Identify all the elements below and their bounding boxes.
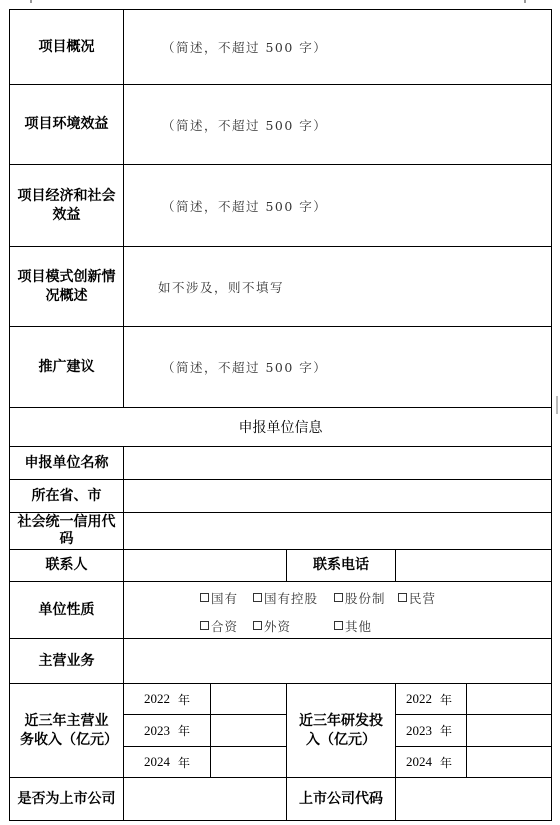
economic-benefit-field[interactable]: （简述，不超过 500 字） xyxy=(162,198,328,214)
nature-option-state-controlled[interactable]: 国有控股 xyxy=(253,589,318,607)
checkbox-icon xyxy=(334,621,343,630)
checkbox-icon xyxy=(253,593,262,602)
unit-name-label: 申报单位名称 xyxy=(24,454,109,471)
project-overview-field[interactable]: （简述，不超过 500 字） xyxy=(162,40,328,55)
listed-company-label: 是否为上市公司 xyxy=(17,790,116,807)
rd-year-2024: 2024 年 xyxy=(406,754,453,770)
economic-benefit-label: 项目经济和社会效益 xyxy=(17,187,116,223)
checkbox-icon xyxy=(398,593,407,602)
unit-nature-label: 单位性质 xyxy=(38,601,95,618)
revenue-2024-field[interactable] xyxy=(211,747,286,777)
nature-option-joint-venture[interactable]: 合资 xyxy=(200,617,238,635)
section-title: 申报单位信息 xyxy=(238,420,323,436)
listed-company-field[interactable] xyxy=(124,778,286,820)
rd-investment-label: 近三年研发投入（亿元） xyxy=(299,712,383,748)
model-innovation-label: 项目模式创新情况概述 xyxy=(17,268,116,304)
checkbox-icon xyxy=(253,621,262,630)
checkbox-icon xyxy=(200,593,209,602)
stock-code-label: 上市公司代码 xyxy=(299,790,383,807)
page-top-edge xyxy=(0,0,560,4)
revenue-2023-field[interactable] xyxy=(211,715,286,746)
environment-benefit-field[interactable]: （简述，不超过 500 字） xyxy=(162,117,328,133)
nature-option-joint-stock[interactable]: 股份制 xyxy=(334,589,386,607)
rd-year-2023: 2023 年 xyxy=(406,722,453,738)
location-field[interactable] xyxy=(124,480,551,512)
contact-person-field[interactable] xyxy=(124,550,286,581)
revenue-year-2024: 2024 年 xyxy=(144,754,191,770)
checkbox-icon xyxy=(334,593,343,602)
main-business-label: 主营业务 xyxy=(38,652,95,669)
contact-phone-field[interactable] xyxy=(396,550,551,581)
credit-code-label: 社会统一信用代码 xyxy=(17,514,116,547)
location-label: 所在省、市 xyxy=(31,487,102,504)
project-overview-label: 项目概况 xyxy=(38,38,95,55)
nature-option-other[interactable]: 其他 xyxy=(334,617,372,635)
page-edge-marker xyxy=(556,396,558,414)
rd-year-2022: 2022 年 xyxy=(406,691,453,707)
revenue-year-2022: 2022 年 xyxy=(144,691,191,707)
checkbox-icon xyxy=(200,621,209,630)
model-innovation-field[interactable]: 如不涉及，则不填写 xyxy=(158,279,285,295)
rd-2024-field[interactable] xyxy=(467,747,551,777)
promotion-suggestion-field[interactable]: （简述，不超过 500 字） xyxy=(162,360,328,375)
stock-code-field[interactable] xyxy=(396,778,551,820)
credit-code-field[interactable] xyxy=(124,513,551,549)
revenue-label: 近三年主营业务收入（亿元） xyxy=(20,712,118,748)
promotion-suggestion-label: 推广建议 xyxy=(38,358,95,375)
rd-2022-field[interactable] xyxy=(467,684,551,714)
environment-benefit-label: 项目环境效益 xyxy=(24,116,109,132)
nature-option-foreign[interactable]: 外资 xyxy=(253,617,291,635)
contact-person-label: 联系人 xyxy=(45,557,88,573)
contact-phone-label: 联系电话 xyxy=(313,557,369,573)
nature-option-private[interactable]: 民营 xyxy=(398,589,436,607)
revenue-year-2023: 2023 年 xyxy=(144,722,191,738)
unit-name-field[interactable] xyxy=(124,447,551,479)
revenue-2022-field[interactable] xyxy=(211,684,286,714)
main-business-field[interactable] xyxy=(124,639,551,683)
rd-2023-field[interactable] xyxy=(467,715,551,746)
nature-option-state-owned[interactable]: 国有 xyxy=(200,589,238,607)
